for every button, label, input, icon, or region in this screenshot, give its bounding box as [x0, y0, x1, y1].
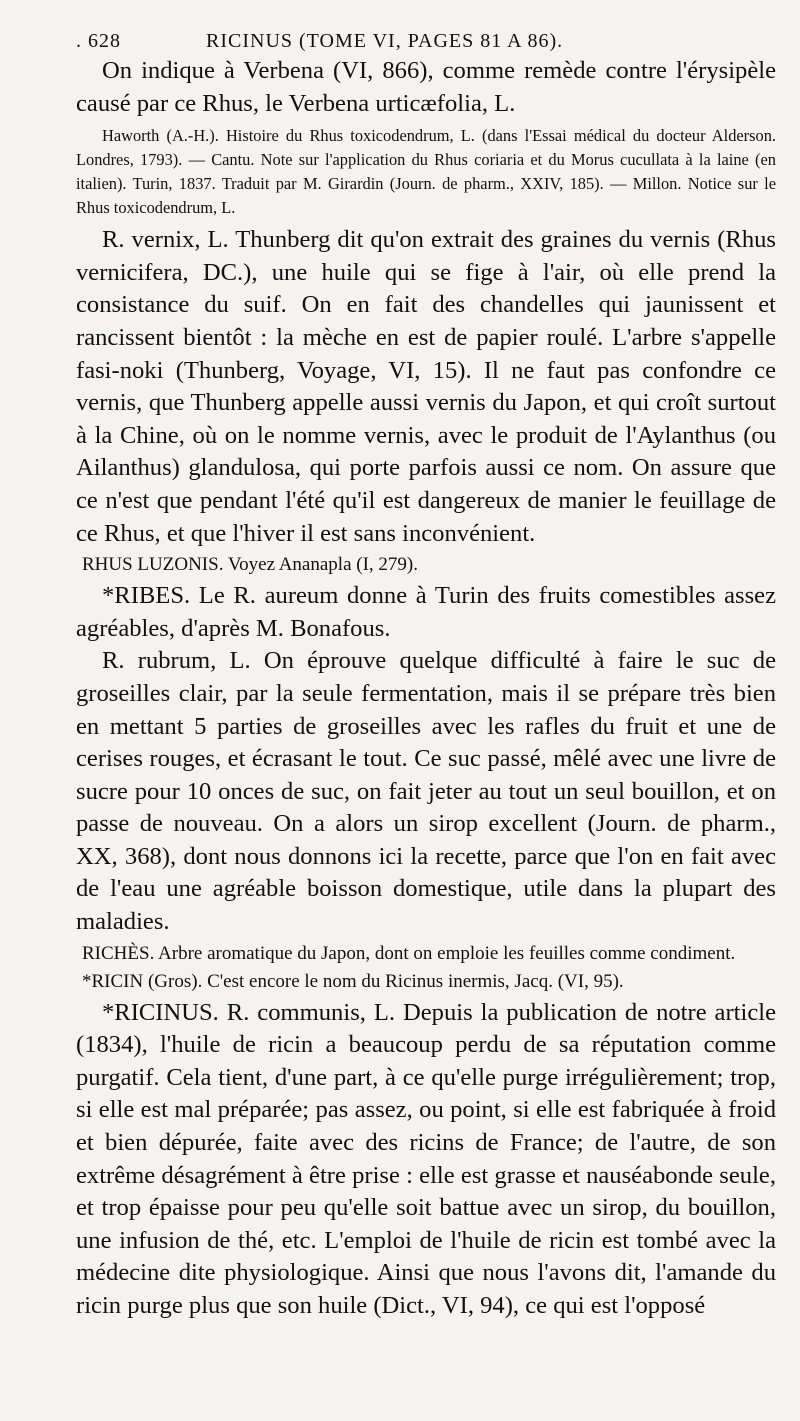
paragraph-rhus-vernix: R. vernix, L. Thunberg dit qu'on extrait des graines du vernis (Rhus vernicifera, DC.), une huile qui se fige à l'air, où elle prend la consistance du suif. On en fait des chandelles qui jaunissent et rancissent bientôt : la mèche en est de papier roulé. L'arbre s'appelle fasi-noki (Thunberg, Voyage, VI, 15). Il ne faut pas confondre ce vernis, que Thunberg appelle aussi vernis du Japon, et qui croît surtout à la Chine, où on le nomme vernis, avec le produit de l'Aylanthus (ou Ailanthus) glandulosa, qui porte parfois aussi ce nom. On assure que ce n'est que pendant l'été qu'il est dangereux de manier le feuillage de ce Rhus, et que l'hiver il est sans inconvénient.	[76, 226, 776, 547]
entry-riches: RICHÈS. Arbre aromatique du Japon, dont on emploie les feuilles comme condiment.	[82, 942, 736, 964]
page-number: . 628	[76, 30, 121, 52]
entry-ricin: *RICIN (Gros). C'est encore le nom du Ricinus inermis, Jacq. (VI, 95).	[82, 970, 624, 992]
page-header	[76, 30, 776, 53]
entry-rhus-luzonis: RHUS LUZONIS. Voyez Ananapla (I, 279).	[82, 554, 418, 576]
paragraph-ricinus: *RICINUS. R. communis, L. Depuis la publication de notre article (1834), l'huile de ricin a beaucoup perdu de sa réputation comme purgatif. Cela tient, d'une part, à ce qu'elle purge irrégulièrement; trop, si elle est mal préparée; pas assez, ou point, si elle est fabriquée à froid et bien dépurée, faite avec des ricins de France; de l'autre, de son extrême désagrément à être prise : elle est grasse et nauséabonde seule, et trop épaisse pour peu qu'elle soit battue avec un sirop, du bouillon, une infusion de thé, etc. L'emploi de l'huile de ricin est tombé avec la médecine dite physiologique. Ainsi que nous l'avons dit, l'amande du ricin purge plus que son huile (Dict., VI, 94), ce qui est l'opposé	[76, 998, 776, 1319]
paragraph-ribes: *RIBES. Le R. aureum donne à Turin des fruits comestibles assez agréables, d'après M. Bonafous.	[76, 582, 776, 642]
bibliography-rhus: Haworth (A.-H.). Histoire du Rhus toxicodendrum, L. (dans l'Essai médical du docteur Alderson. Londres, 1793). — Cantu. Note sur l'application du Rhus coriaria et du Morus cucullata à la laine (en italien). Turin, 1837. Traduit par M. Girardin (Journ. de pharm., XXIV, 185). — Millon. Notice sur le Rhus toxicodendrum, L.	[76, 126, 776, 218]
running-title: RICINUS (TOME VI, PAGES 81 A 86).	[206, 30, 564, 52]
paragraph-verbena: On indique à Verbena (VI, 866), comme remède contre l'érysipèle causé par ce Rhus, le Verbena urticæfolia, L.	[76, 57, 776, 117]
paragraph-ribes-rubrum: R. rubrum, L. On éprouve quelque difficulté à faire le suc de groseilles clair, par la seule fermentation, mais il se prépare très bien en mettant 5 parties de groseilles avec les rafles du fruit et une de cerises rouges, et écrasant le tout. Ce suc passé, mêlé avec une livre de sucre pour 10 onces de suc, on fait jeter au tout un seul bouillon, et on passe de nouveau. On a alors un sirop excellent (Journ. de pharm., XX, 368), dont nous donnons ici la recette, parce que l'on en fait avec de l'eau une agréable boisson domestique, utile dans la plupart des maladies.	[76, 647, 776, 936]
